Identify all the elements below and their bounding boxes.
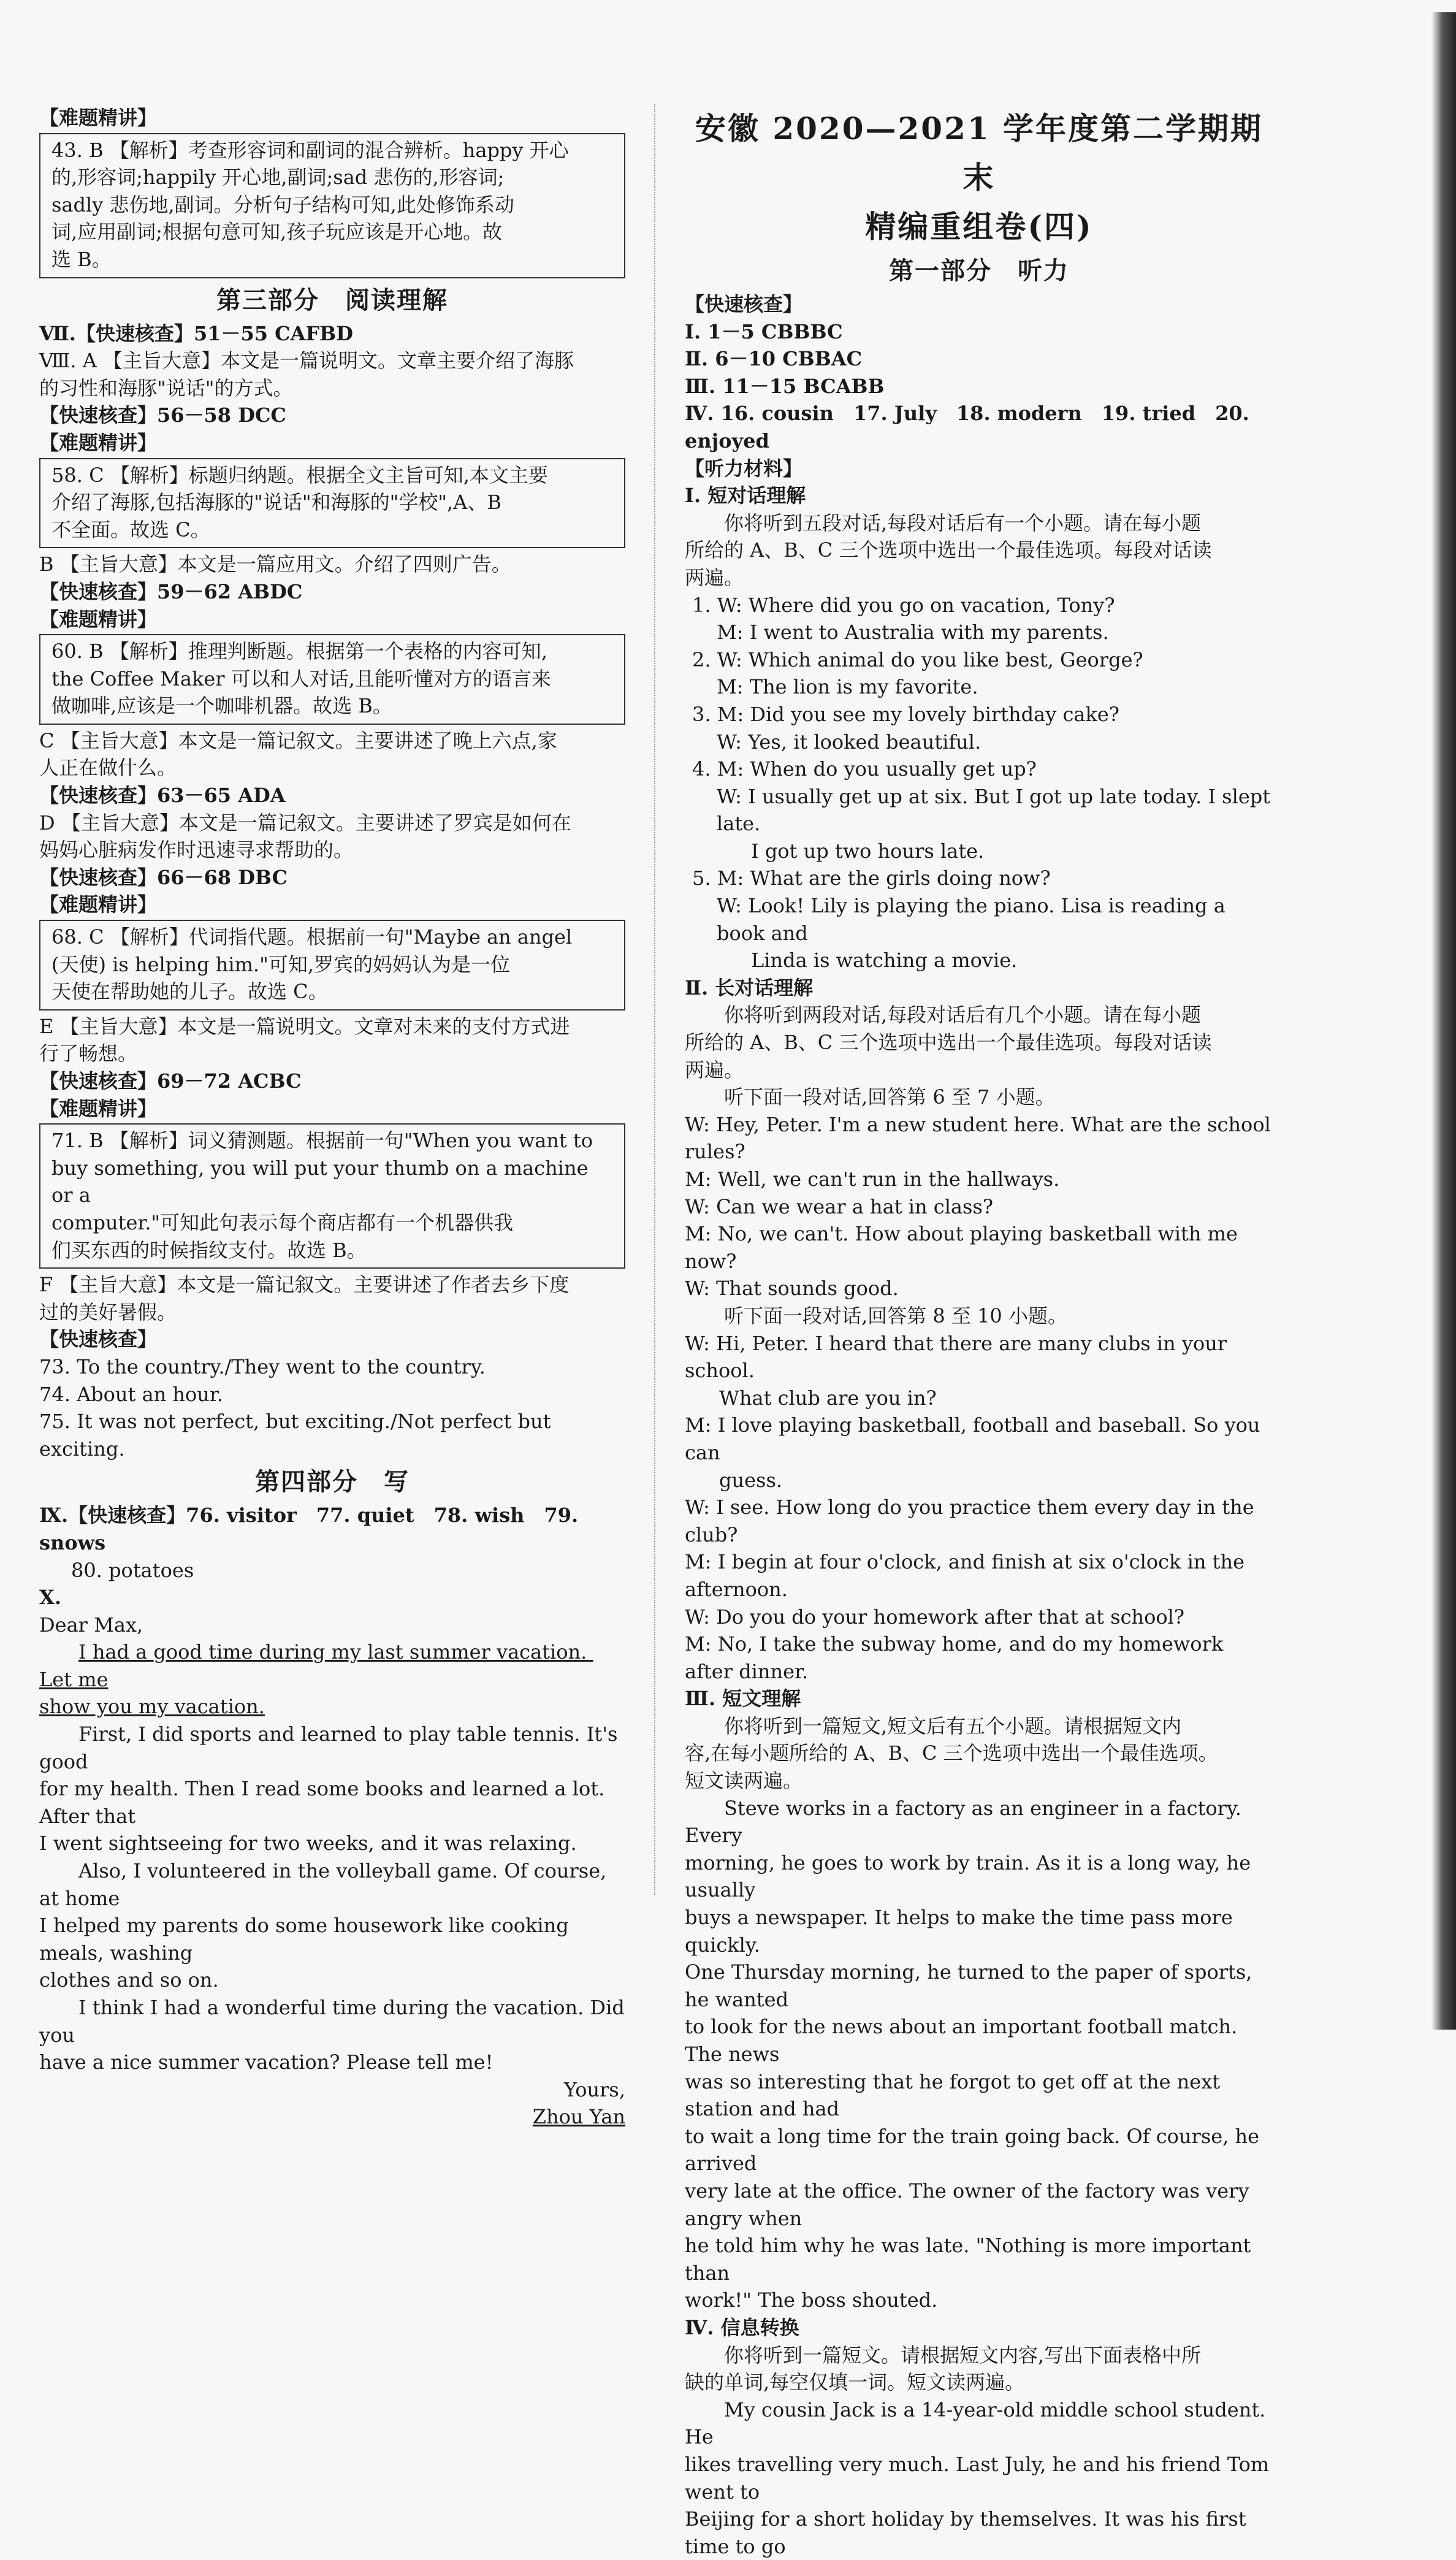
main-idea: 人正在做什么。	[39, 756, 177, 780]
letter-line: I think I had a wonderful time during the vacation. Did you	[39, 1996, 631, 2047]
main-idea: 的习性和海豚"说话"的方式。	[39, 376, 293, 400]
section-title: Ⅱ. 长对话理解	[685, 976, 814, 999]
answer-line: Ⅰ. 1－5 CBBBC	[685, 319, 843, 343]
instruction: 所给的 A、B、C 三个选项中选出一个最佳选项。每段对话读	[685, 1031, 1212, 1055]
answer-box-60	[39, 634, 625, 725]
passage-line: to wait a long time for the train going back. Of course, he arrived	[685, 2124, 1266, 2176]
text-line: 60. B 【解析】推理判断题。根据第一个表格的内容可知,	[51, 640, 547, 663]
passage-line: My cousin Jack is a 14-year-old middle school student. He	[685, 2398, 1272, 2449]
text-line: the Coffee Maker 可以和人对话,且能听懂对方的语言来	[51, 667, 551, 690]
answer-line: Ⅲ. 11－15 BCABB	[685, 374, 885, 398]
section-title: Ⅲ. 短文理解	[685, 1687, 801, 1711]
dialog-line: W: Look! Lily is playing the piano. Lisa is reading a book and	[717, 894, 1232, 945]
answer-line: 73. To the country./They went to the country.	[39, 1355, 486, 1378]
answer-line: 75. It was not perfect, but exciting./Not perfect but exciting.	[39, 1410, 557, 1461]
text-line: 选 B。	[51, 247, 112, 271]
letter-greeting: Dear Max,	[39, 1613, 143, 1637]
dialog-line: I got up two hours late.	[751, 839, 985, 863]
letter-opening: I had a good time during my last summer vacation. Let me	[39, 1640, 593, 1691]
answer-box-68	[39, 920, 625, 1011]
main-idea: E 【主旨大意】本文是一篇说明文。文章对未来的支付方式进	[39, 1014, 570, 1038]
letter-opening: show you my vacation.	[39, 1695, 265, 1719]
quick-check: 【快速核查】63－65 ADA	[39, 784, 286, 808]
dialog-line: What club are you in?	[719, 1386, 937, 1410]
text-line: 不全面。故选 C。	[51, 518, 210, 541]
instruction: 短文读两遍。	[685, 1769, 803, 1793]
text-line: 词,应用副词;根据句意可知,孩子玩应该是开心地。故	[51, 220, 503, 244]
passage-line: morning, he goes to work by train. As it is a long way, he usually	[685, 1851, 1257, 1902]
dialog-line: W: Hi, Peter. I heard that there are many clubs in your school.	[685, 1331, 1233, 1383]
letter-line: I helped my parents do some housework like cooking meals, washing	[39, 1914, 575, 1965]
dialog-line: M: Well, we can't run in the hallways.	[685, 1167, 1060, 1191]
text-line: 做咖啡,应该是一个咖啡机器。故选 B。	[51, 694, 392, 718]
main-idea: D 【主旨大意】本文是一篇记叙文。主要讲述了罗宾是如何在	[39, 811, 571, 835]
passage-line: he told him why he was late. "Nothing is more important than	[685, 2234, 1257, 2285]
quick-check: Ⅶ.【快速核查】51－55 CAFBD	[39, 321, 353, 345]
dialog-line: guess.	[719, 1468, 783, 1492]
main-idea: 行了畅想。	[39, 1042, 138, 1066]
dialog-line: W: I see. How long do you practice them every day in the club?	[685, 1496, 1260, 1546]
quick-check: 【快速核查】59－62 ABDC	[39, 579, 303, 603]
quick-check: Ⅸ.【快速核查】76. visitor 77. quiet 78. wish 79. snows	[39, 1504, 585, 1554]
dialog-line: W: Can we wear a hat in class?	[685, 1194, 993, 1218]
instruction: 你将听到五段对话,每段对话后有一个小题。请在每小题	[724, 511, 1202, 535]
passage-line: One Thursday morning, he turned to the paper of sports, he wanted	[685, 1960, 1259, 2011]
dialog-line: 2. W: Which animal do you like best, George?	[692, 648, 1143, 671]
section-title: Ⅰ. 短对话理解	[685, 484, 806, 508]
dialog-line: M: I love playing basketball, football and baseball. So you can	[685, 1413, 1267, 1464]
quick-check: 【快速核查】56－58 DCC	[39, 403, 286, 427]
main-idea: C 【主旨大意】本文是一篇记叙文。主要讲述了晚上六点,家	[39, 728, 557, 752]
text-line: 68. C 【解析】代词指代题。根据前一句"Maybe an angel	[51, 925, 573, 949]
instruction: 容,在每小题所给的 A、B、C 三个选项中选出一个最佳选项。	[685, 1741, 1218, 1765]
text-line: computer."可知此句表示每个商店都有一个机器供我	[51, 1210, 514, 1234]
answer-line: Ⅳ. 16. cousin 17. July 18. modern 19. tried 20. enjoyed	[685, 402, 1256, 453]
dialog-line: 4. M: When do you usually get up?	[692, 757, 1037, 781]
text-line: 43. B 【解析】考查形容词和副词的混合辨析。happy 开心	[51, 138, 569, 162]
quick-check: 【快速核查】	[39, 1328, 158, 1351]
letter-line: First, I did sports and learned to play table tennis. It's good	[39, 1722, 624, 1773]
letter-signature: Zhou Yan	[532, 2105, 625, 2129]
paper-subtitle: 精编重组卷(四)	[865, 208, 1093, 245]
main-idea: F 【主旨大意】本文是一篇记叙文。主要讲述了作者去乡下度	[39, 1273, 570, 1297]
instruction: 你将听到一篇短文,短文后有五个小题。请根据短文内	[724, 1714, 1182, 1738]
section-header: 【难题精讲】	[39, 430, 158, 454]
dialog-line: M: I begin at four o'clock, and finish at six o'clock in the afternoon.	[685, 1550, 1251, 1601]
instruction: 两遍。	[685, 565, 744, 589]
dialog-line: W: That sounds good.	[685, 1277, 899, 1301]
quick-check: 【快速核查】69－72 ACBC	[39, 1069, 302, 1093]
answer-box-71	[39, 1123, 625, 1269]
dialog-line: W: Hey, Peter. I'm a new student here. What are the school rules?	[685, 1112, 1277, 1164]
section-label: Ⅹ.	[39, 1586, 61, 1610]
answer-line: Ⅱ. 6－10 CBBAC	[685, 347, 863, 371]
passage-line: likes travelling very much. Last July, he and his friend Tom went to	[685, 2452, 1276, 2504]
instruction: 缺的单词,每空仅填一词。短文读两遍。	[685, 2371, 1025, 2394]
text-line: 介绍了海豚,包括海豚的"说话"和海豚的"学校",A、B	[51, 491, 501, 514]
passage-line: Beijing for a short holiday by themselves. It was his first time to go	[685, 2507, 1252, 2558]
passage-line: Steve works in a factory as an engineer in a factory. Every	[685, 1796, 1248, 1847]
text-line: (天使) is helping him."可知,罗宾的妈妈认为是一位	[51, 952, 510, 976]
quick-check: 【快速核查】66－68 DBC	[39, 865, 288, 889]
main-idea: B 【主旨大意】本文是一篇应用文。介绍了四则广告。	[39, 552, 511, 576]
text-line: buy something, you will put your thumb on a machine or a	[51, 1156, 595, 1207]
answer-box-43	[39, 133, 625, 278]
dialog-line: M: No, I take the subway home, and do my homework after dinner.	[685, 1632, 1230, 1683]
text-line: 天使在帮助她的儿子。故选 C。	[51, 980, 328, 1004]
section-header: 【难题精讲】	[39, 1096, 158, 1120]
left-column	[39, 104, 631, 2131]
section-header: 【难题精讲】	[39, 607, 158, 631]
letter-line: Also, I volunteered in the volleyball game. Of course, at home	[39, 1859, 613, 1910]
passage-line: buys a newspaper. It helps to make the time pass more quickly.	[685, 1906, 1239, 1957]
text-line: 的,形容词;happily 开心地,副词;sad 悲伤的,形容词;	[51, 166, 505, 189]
scan-edge-shadow	[1431, 12, 1456, 2030]
text-line: 们买东西的时候指纹支付。故选 B。	[51, 1238, 367, 1262]
letter-closing: Yours,	[563, 2077, 625, 2101]
passage-line: to look for the news about an important football match. The news	[685, 2015, 1244, 2066]
instruction: 你将听到一篇短文。请根据短文内容,写出下面表格中所	[724, 2343, 1202, 2367]
dialog-line: Linda is watching a movie.	[751, 949, 1018, 972]
dialog-line: 3. M: Did you see my lovely birthday cake?	[692, 702, 1119, 726]
dialog-line: M: I went to Australia with my parents.	[717, 621, 1109, 644]
part-title: 第一部分 听力	[889, 256, 1069, 285]
instruction: 所给的 A、B、C 三个选项中选出一个最佳选项。每段对话读	[685, 538, 1212, 562]
section-header: 【听力材料】	[685, 456, 803, 480]
right-column	[685, 104, 1277, 2560]
section-header: 【难题精讲】	[39, 893, 158, 917]
instruction: 听下面一段对话,回答第 8 至 10 小题。	[724, 1304, 1067, 1328]
answer-line: 80. potatoes	[71, 1558, 194, 1582]
answer-line: 74. About an hour.	[39, 1382, 223, 1406]
letter-line: for my health. Then I read some books and learned a lot. After that	[39, 1777, 611, 1828]
dialog-line: W: Do you do your homework after that at school?	[685, 1605, 1185, 1629]
text-line: 58. C 【解析】标题归纳题。根据全文主旨可知,本文主要	[51, 463, 548, 487]
letter-line: clothes and so on.	[39, 1968, 219, 1992]
dialog-line: 5. M: What are the girls doing now?	[692, 866, 1051, 890]
part-title: 第三部分 阅读理解	[216, 285, 448, 315]
letter-line: I went sightseeing for two weeks, and it was relaxing.	[39, 1832, 577, 1855]
letter-line: have a nice summer vacation? Please tell me!	[39, 2050, 494, 2074]
answer-box-58	[39, 458, 625, 549]
dialog-line: W: Yes, it looked beautiful.	[717, 730, 981, 754]
instruction: 两遍。	[685, 1058, 744, 1082]
main-idea: 妈妈心脏病发作时迅速寻求帮助的。	[39, 838, 354, 862]
column-divider	[654, 104, 655, 1895]
text-line: 71. B 【解析】词义猜测题。根据前一句"When you want to	[51, 1129, 593, 1153]
main-idea: Ⅷ. A 【主旨大意】本文是一篇说明文。文章主要介绍了海豚	[39, 349, 574, 373]
main-idea: 过的美好暑假。	[39, 1300, 177, 1324]
section-header: 【难题精讲】	[39, 106, 158, 129]
text-line: sadly 悲伤地,副词。分析句子结构可知,此处修饰系动	[51, 193, 514, 216]
instruction: 你将听到两段对话,每段对话后有几个小题。请在每小题	[724, 1003, 1202, 1027]
paper-title: 安徽 2020—2021 学年度第二学期期末	[695, 110, 1264, 196]
passage-line: work!" The boss shouted.	[685, 2288, 938, 2312]
dialog-line: M: No, we can't. How about playing basketball with me now?	[685, 1222, 1244, 1273]
dialog-line: 1. W: Where did you go on vacation, Tony?	[692, 593, 1115, 617]
part-title: 第四部分 写	[255, 1467, 410, 1497]
dialog-line: W: I usually get up at six. But I got up late today. I slept late.	[717, 784, 1277, 836]
passage-line: was so interesting that he forgot to get off at the next station and had	[685, 2069, 1227, 2121]
passage-line: very late at the office. The owner of the factory was very angry when	[685, 2179, 1256, 2230]
section-title: Ⅳ. 信息转换	[685, 2315, 799, 2339]
quick-check: 【快速核查】	[685, 292, 803, 316]
dialog-line: M: The lion is my favorite.	[717, 675, 978, 699]
instruction: 听下面一段对话,回答第 6 至 7 小题。	[724, 1085, 1055, 1109]
